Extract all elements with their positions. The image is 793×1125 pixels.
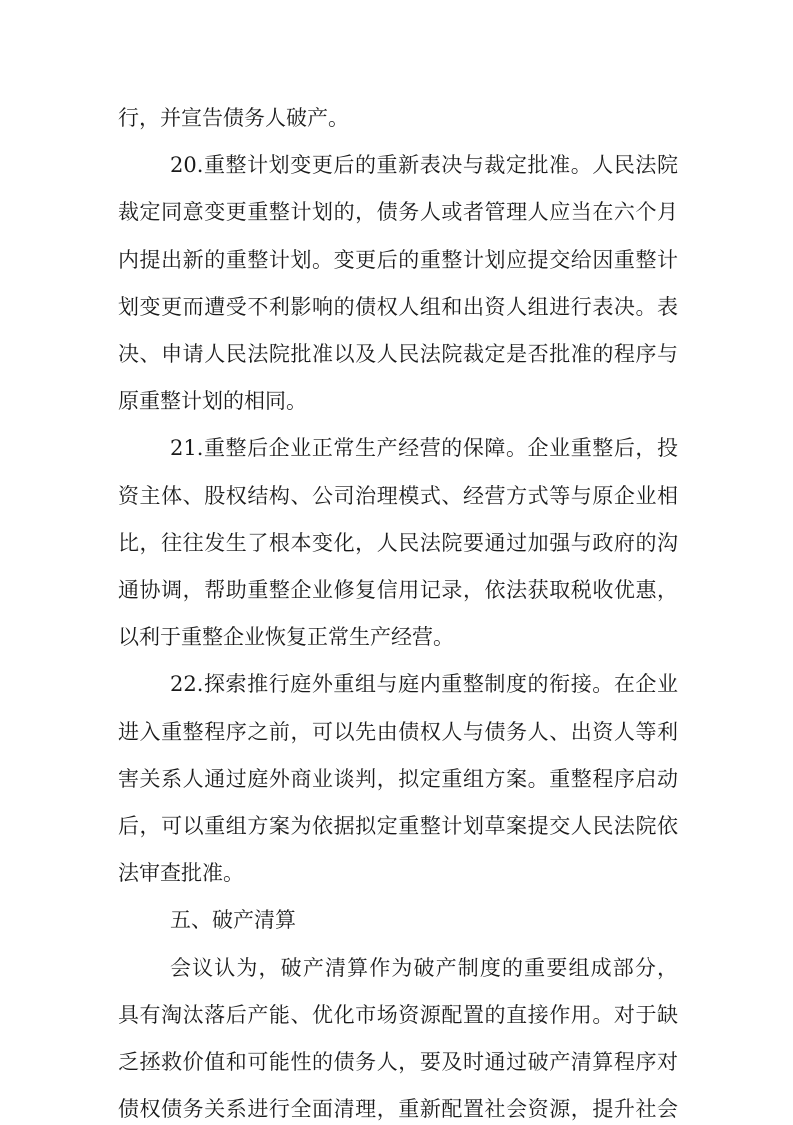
text-line: 21.重整后企业正常生产经营的保障。企业重整后，投 [170, 436, 678, 461]
text-line: 会议认为，破产清算作为破产制度的重要组成部分， [170, 955, 678, 980]
text-line: 资主体、股权结构、公司治理模式、经营方式等与原企业相 [118, 483, 678, 508]
text-line: 比，往往发生了根本变化，人民法院要通过加强与政府的沟 [118, 530, 678, 555]
text-line: 行，并宣告债务人破产。 [118, 106, 349, 130]
text-line: 具有淘汰落后产能、优化市场资源配置的直接作用。对于缺 [118, 1002, 678, 1027]
text-line: 法审查批准。 [118, 861, 244, 886]
text-line: 22.探索推行庭外重组与庭内重整制度的衔接。在企业 [170, 672, 678, 697]
text-line: 决、申请人民法院批准以及人民法院裁定是否批准的程序与 [118, 342, 678, 366]
text-line: 内提出新的重整计划。变更后的重整计划应提交给因重整计 [118, 247, 678, 272]
text-line: 进入重整程序之前，可以先由债权人与债务人、出资人等利 [118, 719, 678, 744]
text-line: 划变更而遭受不利影响的债权人组和出资人组进行表决。表 [118, 294, 678, 319]
text-line: 以利于重整企业恢复正常生产经营。 [118, 625, 454, 650]
text-line: 害关系人通过庭外商业谈判，拟定重组方案。重整程序启动 [118, 766, 678, 791]
text-line: 后，可以重组方案为依据拟定重整计划草案提交人民法院依 [118, 814, 678, 838]
text-line: 通协调，帮助重整企业修复信用记录，依法获取税收优惠， [118, 578, 678, 602]
text-line: 乏拯救价值和可能性的债务人，要及时通过破产清算程序对 [118, 1050, 678, 1074]
text-line: 裁定同意变更重整计划的，债务人或者管理人应当在六个月 [118, 200, 678, 225]
text-line: 原重整计划的相同。 [118, 389, 307, 414]
text-line: 债权债务关系进行全面清理，重新配置社会资源，提升社会 [118, 1097, 678, 1122]
text-line: 20.重整计划变更后的重新表决与裁定批准。人民法院 [170, 153, 678, 178]
text-line: 五、破产清算 [170, 908, 296, 933]
